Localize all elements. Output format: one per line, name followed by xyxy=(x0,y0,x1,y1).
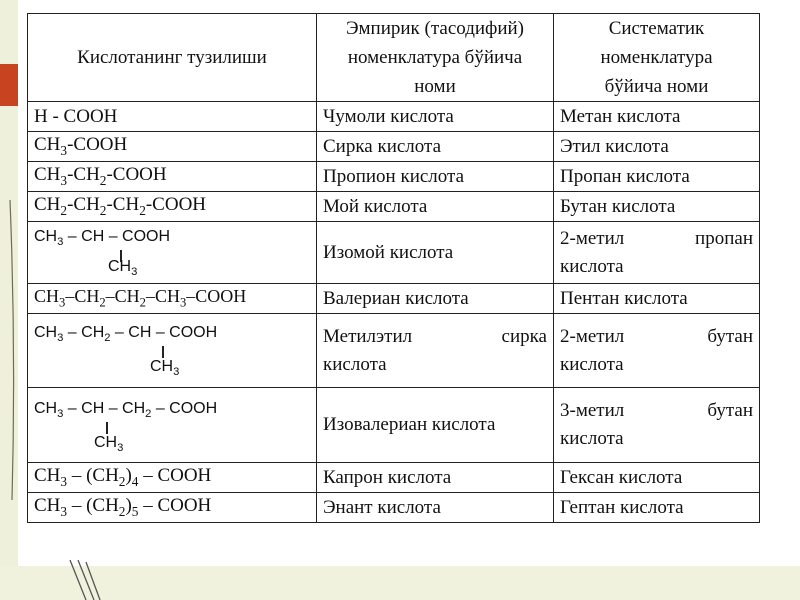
table-row xyxy=(28,493,760,523)
systematic-name-cell: 3-метил бутан кислота xyxy=(554,388,760,463)
header-structure: Кислотанинг тузилиши xyxy=(28,14,317,102)
header-systematic: Систематик номенклатура бўйича номи xyxy=(554,14,760,102)
empirical-name-cell: Пропион кислота xyxy=(317,162,554,192)
empirical-name-cell: Метилэтил сирка кислота xyxy=(317,314,554,388)
systematic-name-cell: Бутан кислота xyxy=(554,192,760,222)
empirical-name-cell: Энант кислота xyxy=(317,493,554,523)
table-row xyxy=(28,463,760,493)
systematic-name-cell: 2-метил пропан кислота xyxy=(554,222,760,284)
header-empirical: Эмпирик (тасодифий) номенклатура бўйича номи xyxy=(317,14,554,102)
systematic-name-cell: Пентан кислота xyxy=(554,284,760,314)
empirical-name-cell: Изомой кислота xyxy=(317,222,554,284)
systematic-name-cell: Гептан кислота xyxy=(554,493,760,523)
table-row xyxy=(28,132,760,162)
structure-cell: $CH_3 - (CH_2)_4$ – COOH xyxy=(28,463,317,493)
empirical-name-cell: Сирка кислота xyxy=(317,132,554,162)
systematic-name-cell: Этил кислота xyxy=(554,132,760,162)
structure-cell: $CH_3$ – CH – $CH_2$ – COOH $CH_3$ xyxy=(28,388,317,463)
empirical-name-cell: Чумоли кислота xyxy=(317,102,554,132)
slide-accent-bar xyxy=(0,64,18,106)
systematic-name-cell: Пропан кислота xyxy=(554,162,760,192)
structure-cell: $CH_3 - (CH_2)_5$ – COOH xyxy=(28,493,317,523)
structure-cell: $CH_3-CH_2$-COOH xyxy=(28,162,317,192)
structure-cell: H - COOH xyxy=(28,102,317,132)
bottom-decorative-lines xyxy=(60,560,140,600)
empirical-name-cell: Изовалериан кислота xyxy=(317,388,554,463)
empirical-name-cell: Капрон кислота xyxy=(317,463,554,493)
structure-cell: $CH_3$ – CH – COOH $CH_3$ xyxy=(28,222,317,284)
empirical-name-cell: Мой кислота xyxy=(317,192,554,222)
table-row xyxy=(28,192,760,222)
systematic-name-cell: Метан кислота xyxy=(554,102,760,132)
structure-cell: $CH_3-CH_2-CH_2-CH_3$–COOH xyxy=(28,284,317,314)
structure-cell: $CH_3 - CH_2$ – CH – COOH $CH_3$ xyxy=(28,314,317,388)
structure-cell: $CH_3$-COOH xyxy=(28,132,317,162)
table-row xyxy=(28,284,760,314)
structure-cell: $CH_2-CH_2-CH_2$-COOH xyxy=(28,192,317,222)
carboxylic-acids-table xyxy=(27,13,760,523)
systematic-name-cell: 2-метил бутан кислота xyxy=(554,314,760,388)
systematic-name-cell: Гексан кислота xyxy=(554,463,760,493)
table-row xyxy=(28,222,760,284)
table-row xyxy=(28,102,760,132)
table-row xyxy=(28,388,760,463)
table-row xyxy=(28,314,760,388)
table-header-row xyxy=(28,14,760,102)
empirical-name-cell: Валериан кислота xyxy=(317,284,554,314)
table-row xyxy=(28,162,760,192)
decorative-lines xyxy=(8,200,22,500)
